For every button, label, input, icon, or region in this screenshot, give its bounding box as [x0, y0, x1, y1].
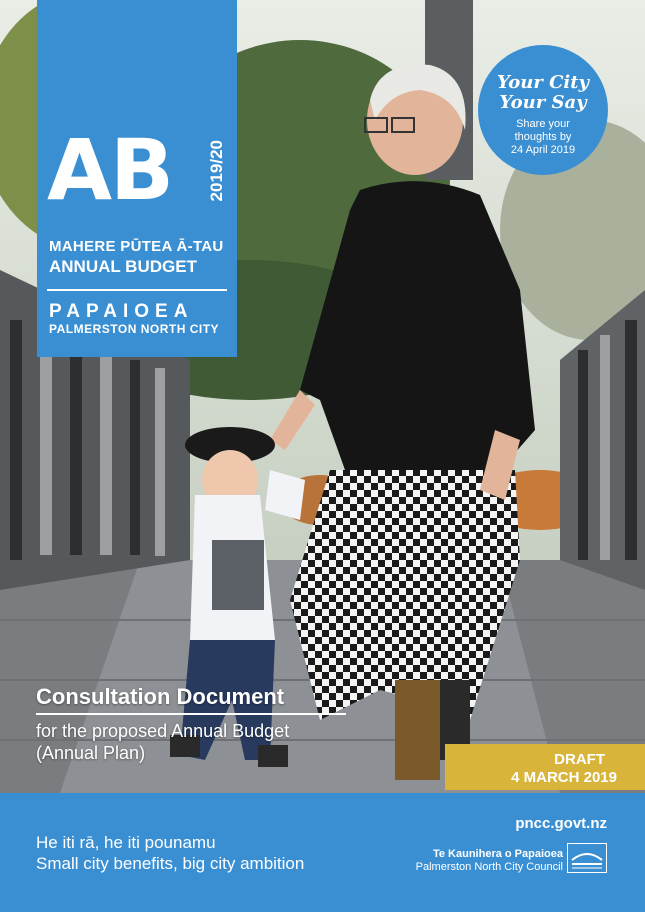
council-maori: Te Kaunihera o Papaioea [432, 848, 563, 860]
subtitle-line1: for the proposed Annual Budget [36, 721, 290, 741]
website-link[interactable]: pncc.govt.nz [515, 815, 607, 832]
place-maori: PAPAIOEA [49, 301, 194, 322]
place-english: PALMERSTON NORTH CITY [49, 322, 220, 336]
your-say-line2: Your Say [499, 92, 587, 113]
motto-maori: He iti rā, he iti pounamu [36, 833, 216, 852]
maori-title: MAHERE PŪTEA Ā-TAU [49, 238, 224, 255]
document-subtitle [36, 720, 289, 764]
english-title: ANNUAL BUDGET [49, 257, 197, 276]
document-title: Consultation Document [36, 684, 285, 709]
subtitle-line2: (Annual Plan) [36, 743, 146, 763]
budget-code: AB [47, 121, 173, 219]
title-divider [47, 289, 227, 291]
council-logo-icon [567, 843, 607, 873]
your-say-line1: Your City [496, 72, 590, 93]
draft-label: DRAFT [554, 751, 605, 768]
council-english: Palmerston North City Council [415, 861, 563, 873]
your-say-detail [478, 118, 608, 157]
title-underline [36, 713, 346, 715]
detail-line1: Share your [516, 118, 570, 130]
detail-line3: 24 April 2019 [510, 144, 576, 156]
title-panel [37, 0, 237, 357]
your-say-badge [478, 45, 608, 175]
budget-year: 2019/20 [207, 140, 226, 202]
footer-bar [0, 793, 645, 912]
detail-line2: thoughts by [514, 131, 572, 143]
motto-english: Small city benefits, big city ambition [36, 854, 305, 873]
your-say-headline [478, 73, 608, 113]
draft-date: 4 MARCH 2019 [511, 769, 617, 786]
draft-banner [445, 744, 645, 790]
